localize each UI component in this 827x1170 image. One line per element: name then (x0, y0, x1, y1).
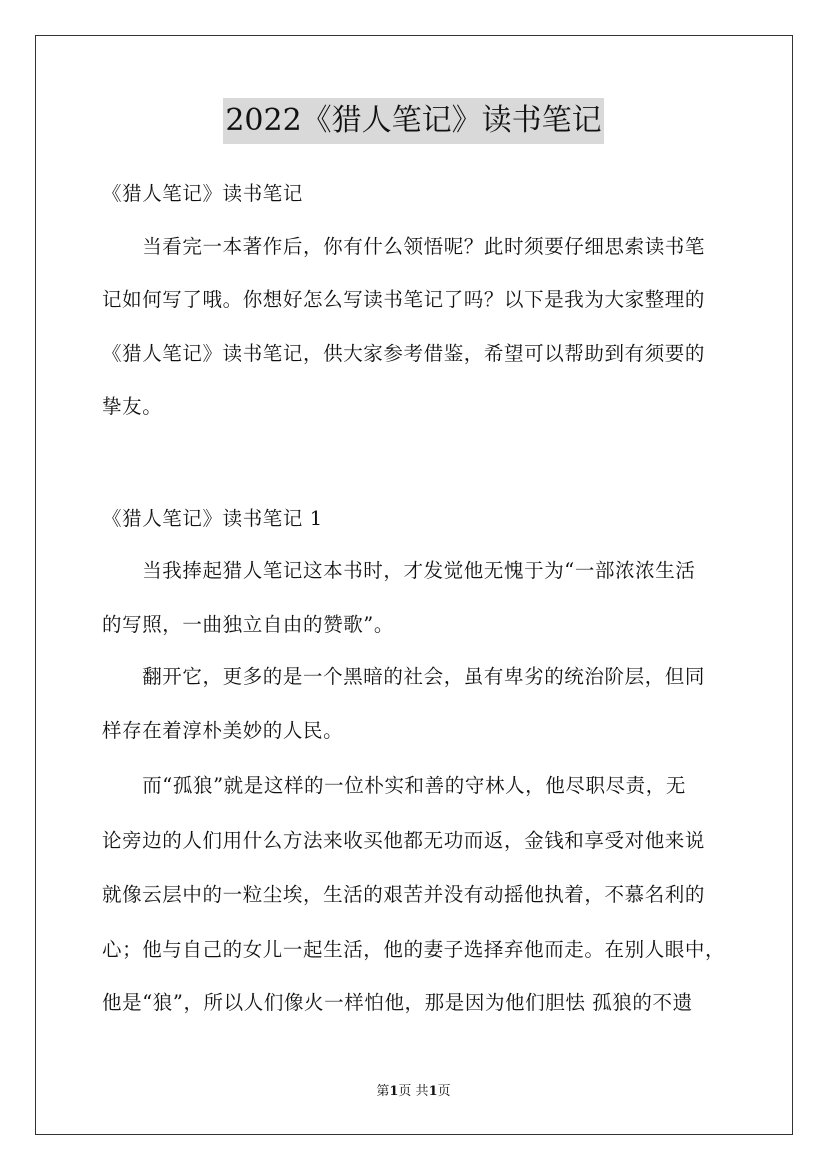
paragraph-line: 挚友。 (102, 395, 163, 418)
paragraph-line: 翻开它，更多的是一个黑暗的社会，虽有卑劣的统治阶层，但同 (102, 665, 706, 688)
paragraph-line: 的写照，一曲独立自由的赞歌”。 (102, 613, 394, 636)
paragraph-line: 样存在着淳朴美妙的人民。 (102, 719, 344, 742)
paragraph-line: 《猎人笔记》读书笔记，供大家参考借鉴，希望可以帮助到有须要的 (102, 342, 706, 365)
footer-mid: 页 共 (398, 1084, 429, 1099)
paragraph-line: 而“孤狼”就是这样的一位朴实和善的守林人，他尽职尽责，无 (102, 774, 686, 797)
page-total: 1 (428, 1084, 438, 1099)
footer-suffix: 页 (437, 1084, 451, 1099)
paragraph-line: 记如何写了哦。你想好怎么写读书笔记了吗？以下是我为大家整理的 (102, 288, 706, 311)
paragraph-line: 当看完一本著作后，你有什么领悟呢？此时须要仔细思索读书笔 (102, 235, 706, 258)
page-footer (0, 1083, 827, 1101)
paragraph-line: 当我捧起猎人笔记这本书时，才发觉他无愧于为“一部浓浓生活 (102, 559, 696, 582)
page-number: 1 (389, 1084, 399, 1099)
paragraph-line: 论旁边的人们用什么方法来收买他都无功而返，金钱和享受对他来说 (102, 829, 706, 852)
document-title: 2022《猎人笔记》读书笔记 (223, 98, 603, 144)
footer-prefix: 第 (376, 1084, 390, 1099)
paragraph-line: 他是“狼”，所以人们像火一样怕他，那是因为他们胆怯 孤狼的不遗 (102, 991, 693, 1014)
paragraph-line: 就像云层中的一粒尘埃，生活的艰苦并没有动摇他执着，不慕名利的 (102, 883, 706, 906)
title-container (0, 98, 827, 144)
section-heading: 《猎人笔记》读书笔记 (102, 182, 304, 205)
section-heading: 《猎人笔记》读书笔记 1 (102, 507, 323, 530)
paragraph-line: 心；他与自己的女儿一起生活，他的妻子选择弃他而走。在别人眼中， (102, 938, 726, 961)
